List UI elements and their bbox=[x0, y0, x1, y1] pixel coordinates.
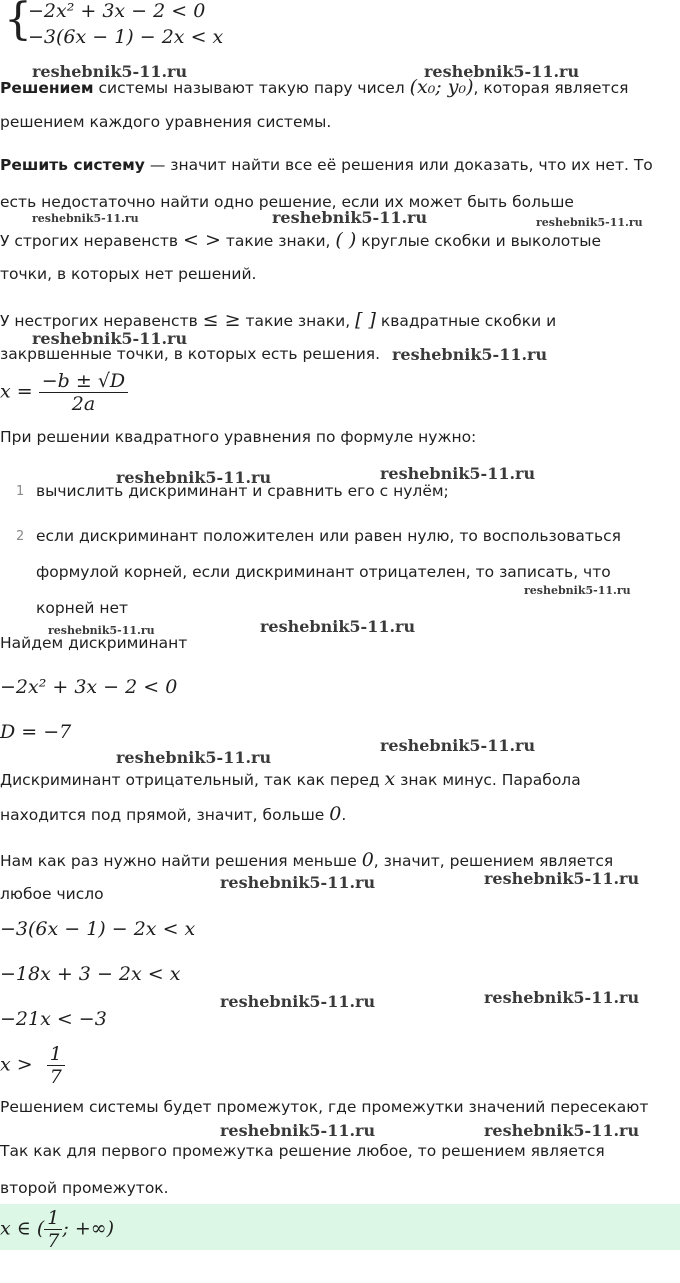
list-item-2-line-3: корней нет bbox=[36, 599, 129, 617]
system-brace: { bbox=[4, 0, 32, 45]
strict-inequalities-line-2: точки, в которых нет решений. bbox=[0, 265, 257, 283]
conclusion-line-1: Решением системы будет промежуток, где промежутки значений пересекают bbox=[0, 1098, 649, 1116]
nonstrict-signs: ≤ ≥ bbox=[202, 309, 241, 331]
discriminant-text-line-2: находится под прямой, значит, больше 0. bbox=[0, 803, 347, 825]
watermark: reshebnik5-11.ru bbox=[32, 329, 188, 348]
conclusion-line-2: Так как для первого промежутка решение любое, то решением является bbox=[0, 1142, 605, 1160]
watermark: reshebnik5-11.ru bbox=[484, 988, 640, 1007]
x-greater-fraction: x > $\frac{1}{7}$ bbox=[0, 1043, 65, 1088]
watermark: reshebnik5-11.ru bbox=[220, 1121, 376, 1140]
system-line-1: −2x² + 3x − 2 < 0 bbox=[28, 0, 206, 22]
quadratic-formula: x = $\frac{-b \pm √D}{2a}$ bbox=[0, 370, 128, 415]
watermark: reshebnik5-11.ru bbox=[32, 62, 188, 81]
formula-numerator: −b ± √D bbox=[41, 370, 126, 392]
list-number-2: 2 bbox=[16, 529, 25, 544]
watermark: reshebnik5-11.ru bbox=[424, 62, 580, 81]
watermark: reshebnik5-11.ru bbox=[116, 748, 272, 767]
system-line-2: −3(6x − 1) − 2x < x bbox=[28, 26, 224, 48]
watermark: reshebnik5-11.ru bbox=[220, 992, 376, 1011]
step-equation-1: −3(6x − 1) − 2x < x bbox=[0, 918, 196, 940]
find-discriminant: Найдем дискриминант bbox=[0, 634, 188, 652]
definition-solve-system: Решить систему — значит найти все её решения или доказать, что их нет. То bbox=[0, 156, 653, 174]
definition-solution-term: Решением bbox=[0, 79, 94, 97]
strict-signs: < > bbox=[183, 229, 221, 251]
watermark: reshebnik5-11.ru bbox=[116, 468, 272, 487]
definition-solve-term: Решить систему bbox=[0, 156, 145, 174]
watermark: reshebnik5-11.ru bbox=[484, 869, 640, 888]
square-brackets: [ ] bbox=[355, 309, 376, 331]
definition-solution: Решением системы называют такую пару чисел (x₀; y₀), которая является bbox=[0, 76, 629, 98]
formula-denominator: 2a bbox=[39, 392, 128, 415]
need-text-line-2: любое число bbox=[0, 885, 104, 903]
watermark: reshebnik5-11.ru bbox=[220, 873, 376, 892]
quadratic-intro: При решении квадратного уравнения по формуле нужно: bbox=[0, 428, 477, 446]
need-text: Нам как раз нужно найти решения меньше 0, значит, решением является bbox=[0, 849, 614, 871]
answer: x ∈ ( $\frac{1}{7}$ ; +∞) bbox=[0, 1207, 114, 1252]
nonstrict-inequalities: У нестрогих неравенств ≤ ≥ такие знаки, [ ] квадратные скобки и bbox=[0, 309, 557, 331]
watermark: reshebnik5-11.ru bbox=[380, 464, 536, 483]
watermark: reshebnik5-11.ru bbox=[392, 345, 548, 364]
pair-x0-y0: (x₀; y₀) bbox=[409, 76, 474, 98]
step-equation-3: −21x < −3 bbox=[0, 1008, 107, 1030]
list-item-1: вычислить дискриминант и сравнить его с нулём; bbox=[36, 482, 449, 500]
watermark: reshebnik5-11.ru bbox=[272, 208, 428, 227]
step-equation-2: −18x + 3 − 2x < x bbox=[0, 963, 181, 985]
watermark: reshebnik5-11.ru bbox=[524, 584, 631, 597]
conclusion-line-3: второй промежуток. bbox=[0, 1179, 169, 1197]
watermark: reshebnik5-11.ru bbox=[32, 212, 139, 225]
equation-1: −2x² + 3x − 2 < 0 bbox=[0, 676, 178, 698]
list-item-2-line-2: формулой корней, если дискриминант отрицателен, то записать, что bbox=[36, 563, 611, 581]
watermark: reshebnik5-11.ru bbox=[484, 1121, 640, 1140]
round-brackets: ( ) bbox=[335, 229, 357, 251]
watermark: reshebnik5-11.ru bbox=[260, 617, 416, 636]
nonstrict-inequalities-line-2: закрвшенные точки, в которых есть решения. bbox=[0, 345, 381, 363]
watermark: reshebnik5-11.ru bbox=[48, 624, 155, 637]
watermark: reshebnik5-11.ru bbox=[536, 216, 643, 229]
definition-solution-line-2: решением каждого уравнения системы. bbox=[0, 113, 332, 131]
list-number-1: 1 bbox=[16, 484, 25, 499]
discriminant-value: D = −7 bbox=[0, 721, 72, 743]
watermark: reshebnik5-11.ru bbox=[380, 736, 536, 755]
list-item-2-line-1: если дискриминант положителен или равен нулю, то воспользоваться bbox=[36, 527, 621, 545]
discriminant-text: Дискриминант отрицательный, так как перед x знак минус. Парабола bbox=[0, 768, 581, 790]
definition-solve-line-2: есть недостаточно найти одно решение, если их может быть больше bbox=[0, 193, 574, 211]
strict-inequalities: У строгих неравенств < > такие знаки, ( ) круглые скобки и выколотые bbox=[0, 229, 602, 251]
